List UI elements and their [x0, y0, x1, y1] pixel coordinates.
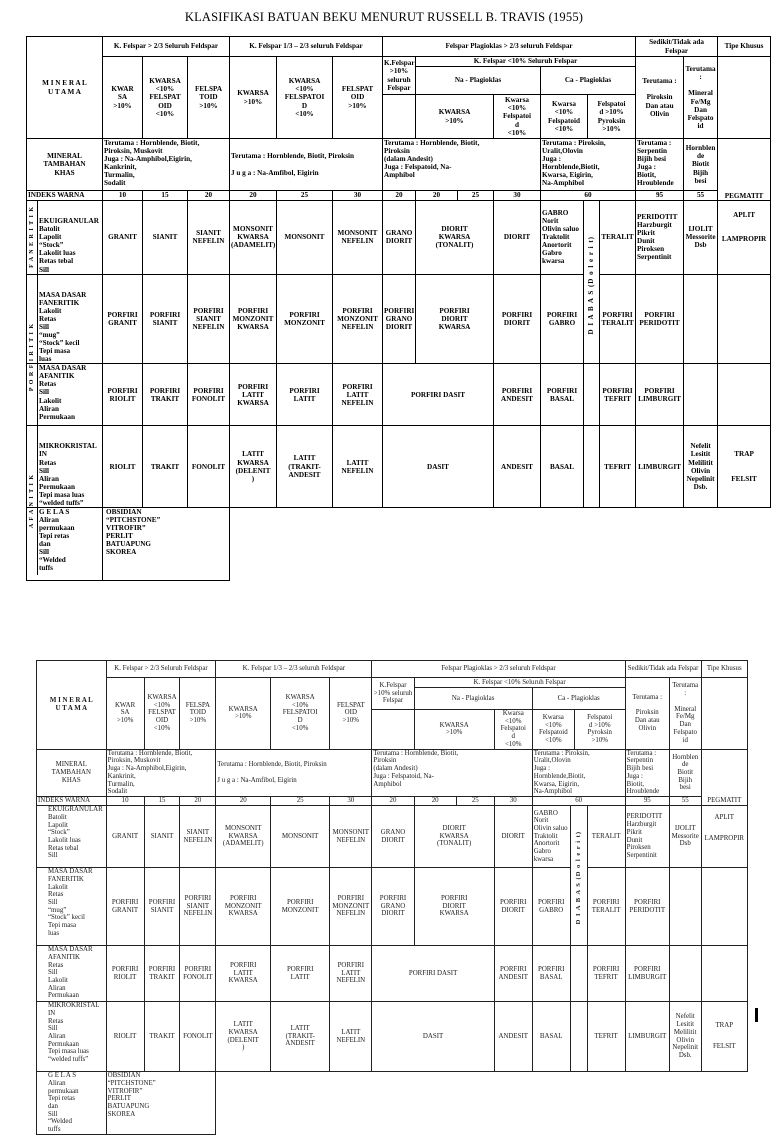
tipe-lamprofir: LAMPROPIR	[704, 835, 744, 843]
rock-porfiri-monzonit: PORFIRI MONZONIT	[271, 868, 330, 946]
rock-riolit: RIOLIT	[106, 1002, 144, 1072]
diabas-label: D I A B A S (D o l e r i t)	[586, 235, 595, 335]
tipe-aplit: APLIT	[714, 813, 735, 821]
rock-monsonit: MONSONIT	[277, 201, 333, 275]
afanitik-mikro-desc-text: MIKROKRISTAL IN Retas Sill Aliran Permukaan Tepi masa luas “welded tuffs”	[39, 442, 97, 507]
rock-porfiri-limburgit: PORFIRI LIMBURGIT	[636, 364, 684, 426]
porfiritik-af-desc: MASA DASAR AFANITIK Retas Sill Lakolit Aliran Permukaan	[27, 364, 103, 426]
rock-sianit: SIANIT	[144, 806, 180, 868]
rock-porfiri-latit-nefelin: PORFIRI LATIT NEFELIN	[330, 946, 372, 1002]
rock-dasit: DASIT	[372, 1002, 494, 1072]
mineral-tambahan-label: MINERAL TAMBAHAN KHAS	[27, 139, 103, 191]
rock-dasit: DASIT	[383, 426, 494, 508]
iw-value: 15	[143, 191, 188, 201]
rock-porfiri-trakit: PORFIRI TRAKIT	[144, 946, 180, 1002]
rock-porfiri-dasit: PORFIRI DASIT	[372, 946, 494, 1002]
rock-diorit-kwarsa: DIORIT KWARSA (TONALIT)	[416, 201, 494, 275]
iw-value: 25	[458, 191, 494, 201]
rock-porfiri-limburgit: PORFIRI LIMBURGIT	[625, 946, 669, 1002]
rock-fonolit: FONOLIT	[188, 426, 230, 508]
document-title: KLASIFIKASI BATUAN BEKU MENURUT RUSSELL B. TRAVIS (1955)	[184, 10, 584, 24]
group-tipe-khusus: Tipe Khusus	[701, 661, 747, 678]
rock-porfiri-peridotit: PORFIRI PERIDOTIT	[625, 868, 669, 946]
iw-value: 20	[188, 191, 230, 201]
iw-value: 60	[532, 797, 625, 806]
afanitik-mikro-desc	[27, 426, 103, 528]
group-sedikit: Sedikit/Tidak ada Felspar	[636, 37, 718, 57]
rock-porfiri-latit-nefelin: PORFIRI LATIT NEFELIN	[333, 364, 383, 426]
mu-felspatoid: FELSPA TOID >10%	[188, 57, 230, 139]
group-ca-plagioklas: Ca - Plagioklas	[532, 688, 625, 710]
rock-porfiri-latit-kwarsa: PORFIRI LATIT KWARSA	[230, 364, 277, 426]
na-kwarsa-felspatoid: Kwarsa <10% Felspatoi d <10%	[494, 95, 541, 139]
iw-value: 30	[494, 191, 541, 201]
sedikit-fe-mg: Terutama : Mineral Fe/Mg Dan Felspato id	[684, 57, 718, 139]
group-k-mid: K. Felspar 1/3 – 2/3 seluruh Feldspar	[216, 661, 372, 678]
iw-value: 20	[416, 191, 458, 201]
scan-edge-mark	[755, 1008, 758, 1022]
rock-andesit: ANDESIT	[494, 1002, 532, 1072]
afanitik-gelas-desc: G E L A S Aliran permukaan Tepi retas dan Sill “Welded tuffs	[37, 1072, 107, 1135]
classification-table	[26, 36, 771, 581]
group-na-plagioklas: Na - Plagioklas	[414, 688, 532, 710]
rock-monsonit-kwarsa: MONSONIT KWARSA (ADAMELIT)	[216, 806, 271, 868]
iw-value: 30	[494, 797, 532, 806]
rock-porfiri-diorit-kwarsa: PORFIRI DIORIT KWARSA	[414, 868, 494, 946]
tipe-felsit: FELSIT	[731, 474, 757, 483]
rock-porfiri-basal: PORFIRI BASAL	[532, 946, 570, 1002]
mt-k-mid: Terutama : Hornblende, Biotit, Piroksin J u g a : Na-Amfibol, Eigirin	[230, 139, 383, 191]
rock-teralit: TERALIT	[600, 201, 636, 275]
rock-porfiri-latit-kwarsa: PORFIRI LATIT KWARSA	[216, 946, 271, 1002]
rock-gabro: GABRO Norit Olivin saluo Traktolit Anortorit Gabro kwarsa	[541, 201, 584, 275]
rock-porfiri-teralit: PORFIRI TERALIT	[587, 868, 625, 946]
rock-porfiri-fonolit: PORFIRI FONOLIT	[180, 946, 216, 1002]
sedikit-piroksin: Terutama : Piroksin Dan atau Olivin	[636, 57, 684, 139]
afanitik-section-label: A F A N I T I K	[28, 473, 35, 528]
tipe-trap: TRAP	[715, 1021, 734, 1029]
diabas-cell	[570, 806, 587, 946]
mt-k-gt: Terutama : Hornblende, Biotit, Piroksin, Muskovit Juga : Na-Amphibol,Eigirin, Kankrinit, Turmalin, Sodalit	[106, 749, 216, 796]
na-kwarsa: KWARSA >10%	[414, 710, 494, 750]
rock-porfiri-fonolit: PORFIRI FONOLIT	[188, 364, 230, 426]
rock-porfiri-gabro: PORFIRI GABRO	[532, 868, 570, 946]
rock-granodiorit: GRANO DIORIT	[383, 201, 416, 275]
group-k-gt: K. Felspar > 2/3 Seluruh Feldspar	[103, 37, 230, 57]
rock-porfiri-riolit: PORFIRI RIOLIT	[106, 946, 144, 1002]
iw-value: 10	[106, 797, 144, 806]
faneritik-desc: EKUIGRANULAR Batolit Lapolit “Stock” Lakolit luas Retas tebal Sill	[37, 806, 107, 868]
mu-kwarsa-felspatoid: KWARSA <10% FELSPAT OID <10%	[144, 678, 180, 750]
rock-limburgit: LIMBURGIT	[625, 1002, 669, 1072]
rock-porfiri-diorit: PORFIRI DIORIT	[494, 274, 541, 364]
porfiritik-fan-desc: MASA DASAR FANERITIK Lakolit Retas Sill “mug” “Stock” kecil Tepi masa luas	[37, 868, 107, 946]
rock-monsonit-nefelin: MONSONIT NEFELIN	[333, 201, 383, 275]
mu-kwarsa-felspatoid: KWARSA <10% FELSPAT OID <10%	[143, 57, 188, 139]
sedikit-fe-mg: Terutama : Mineral Fe/Mg Dan Felspato id	[669, 678, 701, 750]
mt-plag-na: Terutama : Hornblende, Biotit, Piroksin (dalam Andesit) Juga : Felspatoid, Na- Amphibol	[372, 749, 532, 796]
porfiritik-fan-desc	[27, 274, 103, 391]
iw-value: 20	[180, 797, 216, 806]
rock-porfiri-sianit: PORFIRI SIANIT	[143, 274, 188, 364]
rock-porfiri-monzonit: PORFIRI MONZONIT	[277, 274, 333, 364]
rock-porfiri-monzonit-nefelin: PORFIRI MONZONIT NEFELIN	[333, 274, 383, 364]
mu-kwarsa: KWAR SA >10%	[103, 57, 143, 139]
mu-felspatoid: FELSPA TOID >10%	[180, 678, 216, 750]
rock-porfiri-teralit: PORFIRI TERALIT	[600, 274, 636, 364]
afanitik-gelas-desc: G E L A S Aliran permukaan Tepi retas dan Sill “Welded tuffs	[27, 507, 103, 580]
rock-latit: LATIT (TRAKIT- ANDESIT	[277, 426, 333, 508]
rock-porfiri-sianit-nefelin: PORFIRI SIANIT NEFELIN	[180, 868, 216, 946]
rock-trakit: TRAKIT	[144, 1002, 180, 1072]
rock-nefelin-list: Nefelit Lesitit Melilitit Olivin Nepelinit Dsb.	[684, 426, 718, 508]
rock-porfiri-monzonit-nefelin: PORFIRI MONZONIT NEFELIN	[330, 868, 372, 946]
group-kfeld: K.Felspar >10% seluruh Felspar	[372, 678, 414, 710]
indeks-warna-label: INDEKS WARNA	[27, 191, 103, 201]
rock-granodiorit: GRANO DIORIT	[372, 806, 414, 868]
mt-k-mid: Terutama : Hornblende, Biotit, Piroksin J u g a : Na-Amfibol, Eigirin	[216, 749, 372, 796]
rock-latit-nefelin: LATIT NEFELIN	[330, 1002, 372, 1072]
mineral-utama-label: M I N E R A L U T A M A	[37, 661, 107, 750]
rock-porfiri-granit: PORFIRI GRANIT	[103, 274, 143, 364]
mu-kwarsa: KWAR SA >10%	[106, 678, 144, 750]
mt-plag-ca: Terutama : Piroksin, Uralit,Olovin Juga : Hornblende,Biotit, Kwarsa, Eigirin, Na-Amphibol	[532, 749, 625, 796]
iw-value: 95	[636, 191, 684, 201]
rock-porfiri-monzonit-kwarsa: PORFIRI MONZONIT KWARSA	[230, 274, 277, 364]
rock-peridotit: PERIDOTIT Harzburgit Pikrit Dunit Piroksen Serpentinit	[636, 201, 684, 275]
iw-value: 20	[372, 797, 414, 806]
rock-gabro: GABRO Norit Olivin saluo Traktolit Anortorit Gabro kwarsa	[532, 806, 570, 868]
iw-value: 25	[456, 797, 494, 806]
rock-porfiri-sianit-nefelin: PORFIRI SIANIT NEFELIN	[188, 274, 230, 364]
mt-plag-ca: Terutama : Piroksin, Uralit,Olovin Juga : Hornblende,Biotit, Kwarsa, Eigirin, Na-Amphibol	[541, 139, 636, 191]
tipe-aplit-lamprofir	[718, 201, 771, 275]
rock-granit: GRANIT	[103, 201, 143, 275]
iw-value: 30	[330, 797, 372, 806]
rock-monsonit-kwarsa: MONSONIT KWARSA (ADAMELIT)	[230, 201, 277, 275]
iw-value: 25	[277, 191, 333, 201]
iw-value: 10	[103, 191, 143, 201]
rock-porfiri-granodiorit: PORFIRI GRANO DIORIT	[372, 868, 414, 946]
iw-value: 20	[414, 797, 456, 806]
rock-gelas-list: OBSIDIAN “PITCHSTONE” VITROFIR” PERLIT BATUAPUNG SKOREA	[103, 507, 230, 580]
rock-monsonit-nefelin: MONSONIT NEFELIN	[330, 806, 372, 868]
mt-sedikit-2: Hornblen de Biotit Bijih besi	[684, 139, 718, 191]
ca-felspatoid-pyroksin: Felspatoi d >10% Pyroksin >10%	[588, 95, 636, 139]
rock-sianit-nefelin: SIANIT NEFELIN	[180, 806, 216, 868]
rock-porfiri-peridotit: PORFIRI PERIDOTIT	[636, 274, 684, 364]
iw-value: 60	[541, 191, 636, 201]
rock-porfiri-andesit: PORFIRI ANDESIT	[494, 946, 532, 1002]
mt-sedikit-2: Hornblen de Biotit Bijih besi	[669, 749, 701, 796]
afanitik-mikro-desc: MIKROKRISTAL IN Retas Sill Aliran Permukaan Tepi masa luas “welded tuffs”	[37, 1002, 107, 1072]
rock-ijolit: IJOLIT Messorite Dsb	[669, 806, 701, 868]
rock-sianit: SIANIT	[143, 201, 188, 275]
rock-porfiri-latit: PORFIRI LATIT	[277, 364, 333, 426]
rock-diorit-kwarsa: DIORIT KWARSA (TONALIT)	[414, 806, 494, 868]
tipe-trap: TRAP	[734, 450, 754, 459]
diabas-label: D I A B A S (D o l e r i t)	[574, 831, 582, 925]
group-tipe-khusus: Tipe Khusus	[718, 37, 771, 57]
group-na-plagioklas: Na - Plagioklas	[416, 67, 541, 95]
rock-porfiri-latit: PORFIRI LATIT	[271, 946, 330, 1002]
tipe-pegmatit: PEGMATIT	[701, 749, 747, 805]
rock-monsonit: MONSONIT	[271, 806, 330, 868]
iw-value: 20	[230, 191, 277, 201]
mu2-kwarsa: KWARSA >10%	[230, 57, 277, 139]
group-plag: Felspar Plagioklas > 2/3 seluruh Feldspar	[383, 37, 636, 57]
diabas-cell	[584, 201, 600, 364]
tipe-trap-felsit	[701, 1002, 747, 1072]
mineral-tambahan-label: MINERAL TAMBAHAN KHAS	[37, 749, 107, 796]
rock-latit-nefelin: LATIT NEFELIN	[333, 426, 383, 508]
rock-diorit: DIORIT	[494, 201, 541, 275]
rock-porfiri-trakit: PORFIRI TRAKIT	[143, 364, 188, 426]
iw-value: 20	[383, 191, 416, 201]
faneritik-section-label: F A N E R I T I K	[28, 206, 35, 269]
tipe-pegmatit: PEGMATIT	[718, 139, 771, 201]
rock-fonolit: FONOLIT	[180, 1002, 216, 1072]
porfiritik-section-label: P O R F I R I T I K	[28, 322, 35, 391]
iw-value: 30	[333, 191, 383, 201]
porfiritik-fan-desc-text: MASA DASAR FANERITIK Lakolit Retas Sill “mug” “Stock” kecil Tepi masa luas	[39, 290, 87, 364]
scanned-copy	[36, 660, 752, 1134]
group-kfeld: K.Felspar >10% seluruh Felspar	[383, 57, 416, 95]
rock-sianit-nefelin: SIANIT NEFELIN	[188, 201, 230, 275]
mt-plag-na: Terutama : Hornblende, Biotit, Piroksin (dalam Andesit) Juga : Felspatoid, Na- Amphibol	[383, 139, 541, 191]
rock-porfiri-riolit: PORFIRI RIOLIT	[103, 364, 143, 426]
rock-latit: LATIT (TRAKIT- ANDESIT	[271, 1002, 330, 1072]
tipe-trap-felsit	[718, 426, 771, 508]
rock-trakit: TRAKIT	[143, 426, 188, 508]
mu2-kwarsa: KWARSA >10%	[216, 678, 271, 750]
iw-value: 55	[684, 191, 718, 201]
rock-porfiri-diorit-kwarsa: PORFIRI DIORIT KWARSA	[416, 274, 494, 364]
tipe-felsit: FELSIT	[712, 1043, 736, 1051]
rock-basal: BASAL	[541, 426, 584, 508]
rock-porfiri-granit: PORFIRI GRANIT	[106, 868, 144, 946]
rock-porfiri-gabro: PORFIRI GABRO	[541, 274, 584, 364]
rock-peridotit: PERIDOTIT Harzburgit Pikrit Dunit Piroksen Serpentinit	[625, 806, 669, 868]
rock-diorit: DIORIT	[494, 806, 532, 868]
rock-ijolit: IJOLIT Messorite Dsb	[684, 201, 718, 275]
porfiritik-af-desc: MASA DASAR AFANITIK Retas Sill Lakolit Aliran Permukaan	[37, 946, 107, 1002]
ca-kwarsa-felspatoid: Kwarsa <10% Felspatoid <10%	[541, 95, 588, 139]
classification-table-copy	[36, 660, 748, 1135]
rock-porfiri-andesit: PORFIRI ANDESIT	[494, 364, 541, 426]
rock-limburgit: LIMBURGIT	[636, 426, 684, 508]
faneritik-desc-text: EKUIGRANULAR Batolit Lapolit “Stock” Lakolit luas Retas tebal Sill	[39, 217, 99, 274]
mu2-felspatoid: FELSPAT OID >10%	[330, 678, 372, 750]
mu2-kwarsa-felspatoid: KWARSA <10% FELSPATOI D <10%	[271, 678, 330, 750]
sedikit-piroksin: Terutama : Piroksin Dan atau Olivin	[625, 678, 669, 750]
faneritik-desc	[27, 201, 103, 275]
rock-andesit: ANDESIT	[494, 426, 541, 508]
mu2-kwarsa-felspatoid: KWARSA <10% FELSPATOI D <10%	[277, 57, 333, 139]
group-k-gt: K. Felspar > 2/3 Seluruh Feldspar	[106, 661, 216, 678]
rock-latit-kwarsa: LATIT KWARSA (DELENIT )	[230, 426, 277, 508]
iw-value: 25	[271, 797, 330, 806]
mineral-utama-label: M I N E R A L U T A M A	[27, 37, 103, 139]
mt-sedikit-1: Terutama : Serpentin Bijih besi Juga : Biotit, Hroublende	[625, 749, 669, 796]
indeks-warna-row	[27, 191, 771, 201]
mt-k-gt: Terutama : Hornblende, Biotit, Piroksin, Muskovit Juga : Na-Amphibol,Eigirin, Kankrinit, Turmalin, Sodalit	[103, 139, 230, 191]
tipe-aplit: APLIT	[733, 211, 756, 220]
iw-value: 20	[216, 797, 271, 806]
indeks-warna-label: INDEKS WARNA	[37, 797, 107, 806]
group-k-lt10: K. Felspar <10% Seluruh Felspar	[416, 57, 636, 67]
rock-granit: GRANIT	[106, 806, 144, 868]
iw-value: 95	[625, 797, 669, 806]
ca-kwarsa-felspatoid: Kwarsa <10% Felspatoid <10%	[532, 710, 574, 750]
tipe-aplit-lamprofir	[701, 806, 747, 868]
rock-tefrit: TEFRIT	[600, 426, 636, 508]
group-k-lt10: K. Felspar <10% Seluruh Felspar	[414, 678, 625, 688]
na-kwarsa: KWARSA >10%	[416, 95, 494, 139]
mt-sedikit-1: Terutama : Serpentin Bijih besi Juga : Biotit, Hroublende	[636, 139, 684, 191]
tipe-lamprofir: LAMPROPIR	[721, 235, 767, 244]
rock-nefelin-list: Nefelit Lesitit Melilitit Olivin Nepelinit Dsb.	[669, 1002, 701, 1072]
rock-porfiri-granodiorit: PORFIRI GRANO DIORIT	[383, 274, 416, 364]
rock-gelas-list: OBSIDIAN “PITCHSTONE” VITROFIR” PERLIT BATUAPUNG SKOREA	[106, 1072, 216, 1135]
rock-porfiri-basal: PORFIRI BASAL	[541, 364, 584, 426]
rock-tefrit: TEFRIT	[587, 1002, 625, 1072]
rock-porfiri-tefrit: PORFIRI TEFRIT	[600, 364, 636, 426]
rock-porfiri-diorit: PORFIRI DIORIT	[494, 868, 532, 946]
group-plag: Felspar Plagioklas > 2/3 seluruh Feldspar	[372, 661, 625, 678]
ca-felspatoid-pyroksin: Felspatoi d >10% Pyroksin >10%	[574, 710, 625, 750]
iw-value: 15	[144, 797, 180, 806]
group-k-mid: K. Felspar 1/3 – 2/3 seluruh Feldspar	[230, 37, 383, 57]
rock-porfiri-monzonit-kwarsa: PORFIRI MONZONIT KWARSA	[216, 868, 271, 946]
na-kwarsa-felspatoid: Kwarsa <10% Felspatoi d <10%	[494, 710, 532, 750]
rock-basal: BASAL	[532, 1002, 570, 1072]
rock-latit-kwarsa: LATIT KWARSA (DELENIT )	[216, 1002, 271, 1072]
iw-value: 55	[669, 797, 701, 806]
rock-teralit: TERALIT	[587, 806, 625, 868]
group-sedikit: Sedikit/Tidak ada Felspar	[625, 661, 701, 678]
mu2-felspatoid: FELSPAT OID >10%	[333, 57, 383, 139]
group-ca-plagioklas: Ca - Plagioklas	[541, 67, 636, 95]
rock-riolit: RIOLIT	[103, 426, 143, 508]
rock-porfiri-sianit: PORFIRI SIANIT	[144, 868, 180, 946]
rock-porfiri-tefrit: PORFIRI TEFRIT	[587, 946, 625, 1002]
rock-porfiri-dasit: PORFIRI DASIT	[383, 364, 494, 426]
